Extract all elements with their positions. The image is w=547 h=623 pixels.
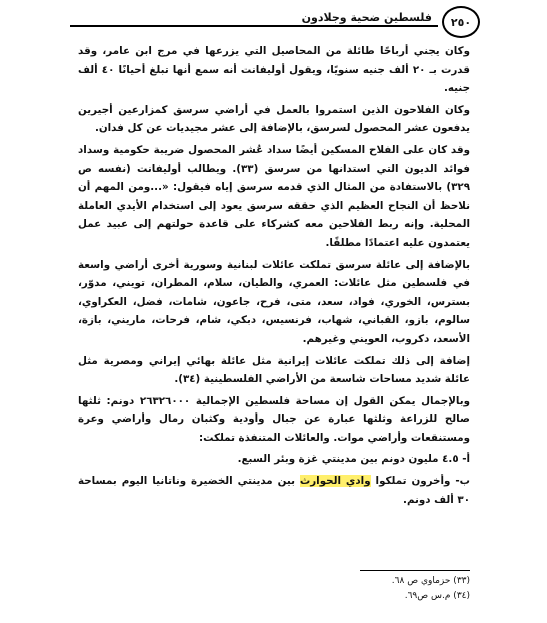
running-title: فلسطين ضحية وجلادون [296,11,432,24]
list-item-b-end: بين مدينتي الخضيرة وناتانيا اليوم بمساحة ٣٠ ألف دونم. [78,475,470,506]
footnote-rule [360,570,470,571]
paragraph: وكان الفلاحون الذين استمروا بالعمل في أراضي سرسق كمزارعين أجيرين يدفعون عشر المحصول لسرسق، بالإضافة إلى عشر مجيديات عن كل فدان. [78,103,470,135]
body-text [78,42,470,512]
footnote: (٣٤) م.س ص٦٩. [404,591,470,601]
highlighted-text: وادي الحوارث [299,475,371,488]
paragraph: وكان يجني أرباحًا طائلة من المحاصيل التي يزرعها في مرج ابن عامر، وقد قدرت بـ ٢٠ ألف جنيه سنويًا، ويقول أوليفانت أنه سمع أنها تبلغ أحيانًا ٤٠ ألف جنيه. [78,45,471,95]
paragraph: وبالإجمال يمكن القول إن مساحة فلسطين الإجمالية ٢٦٣٢٦٠٠٠ دونم: ثلثها صالح للزراعة وثلثها عبارة عن جبال وأودية وكثبان رمال وأراضي وعرة ومستنقعات وأراضي موات. والعائلات المتنفذة تملكت: [78,394,470,444]
list-item-a: أ- ٤.٥ مليون دونم بين مدينتي غزة وبئر السبع. [237,453,470,466]
paragraph: وقد كان على الفلاح المسكين أيضًا سداد عُشر المحصول ضريبة حكومية وسداد فوائد الديون التي استدانها من سرسق (٣٣). ويطالب أوليفانت (نفسه ص ٣٢٩) بالاستفادة من المثال الذي قدمه سرسق إياه فيقول: «...ومن المهم أن نلاحظ أن النجاح العظيم الذي حققه سرسق يعود إلى استخدام الأيدي العاملة المحلية. وإنه ربط الفلاحين معه كشركاء على قاعدة حولتهم إلى عبيد عمل يعتمدون عليه اعتمادًا مطلقًا. [78,143,470,249]
paragraph: إضافة إلى ذلك تملكت عائلات إيرانية مثل عائلة بهائي إيراني ومصرية مثل عائلة شديد مساحات شاسعة من الأراضي الفلسطينية (٣٤). [78,354,470,386]
footnotes [78,574,470,604]
list-item-b [78,472,470,509]
footnote: (٣٣) حزماوي ص ٦٨. [391,576,470,586]
page-number-badge [442,6,480,38]
page-number: ٢٥٠ [450,15,472,29]
paragraph: بالإضافة إلى عائلة سرسق تملكت عائلات لبنانية وسورية أخرى أراضي واسعة في فلسطين مثل عائلات: العمري، والطيان، سلام، المطران، تويني، مدوّر، بسترس، الخوري، فواد، سعد، متى، فرح، جاعون، شامات، فضل، العكراوي، سالوم، بازو، القباني، شهاب، فرنسيس، دبكي، شام، فرحات، ماريني، بازة، الأسعد، دكروب، العويني وغيرهم. [78,258,470,345]
page-header [70,6,480,36]
header-rule [70,25,438,27]
list-item-b-start: ب- وأخرون تملكوا [370,475,470,488]
